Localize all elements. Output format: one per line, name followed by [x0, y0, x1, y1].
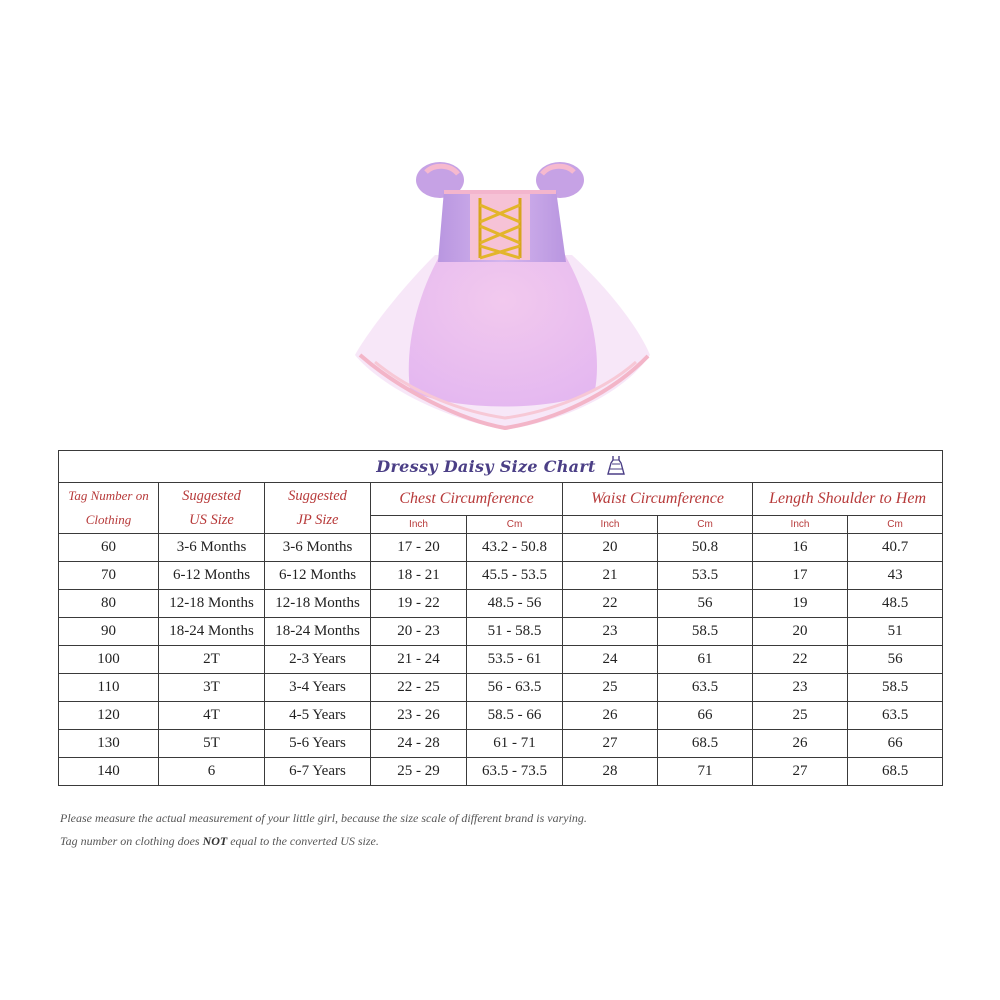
cell-tag: 70 — [59, 562, 159, 590]
cell-jp-size: 5-6 Years — [265, 730, 371, 758]
cell-us-size: 2T — [159, 646, 265, 674]
cell-chest-cm: 53.5 - 61 — [467, 646, 563, 674]
cell-tag: 110 — [59, 674, 159, 702]
cell-waist-cm: 66 — [658, 702, 753, 730]
cell-length-inch: 16 — [753, 534, 848, 562]
cell-us-size: 3T — [159, 674, 265, 702]
unit-chest-cm: Cm — [467, 516, 563, 534]
header-length: Length Shoulder to Hem — [753, 483, 943, 516]
header-chest: Chest Circumference — [371, 483, 563, 516]
cell-waist-cm: 71 — [658, 758, 753, 786]
cell-tag: 90 — [59, 618, 159, 646]
measurement-note: Please measure the actual measurement of your little girl, because the size scale of different brand is varying. — [60, 811, 587, 825]
cell-chest-cm: 45.5 - 53.5 — [467, 562, 563, 590]
unit-length-cm: Cm — [848, 516, 943, 534]
cell-length-inch: 27 — [753, 758, 848, 786]
cell-jp-size: 2-3 Years — [265, 646, 371, 674]
cell-chest-cm: 51 - 58.5 — [467, 618, 563, 646]
header-tag-line2: Clothing — [85, 512, 132, 527]
cell-chest-cm: 63.5 - 73.5 — [467, 758, 563, 786]
table-row — [59, 758, 943, 786]
cell-chest-cm: 56 - 63.5 — [467, 674, 563, 702]
table-row — [59, 702, 943, 730]
cell-length-inch: 26 — [753, 730, 848, 758]
cell-length-inch: 25 — [753, 702, 848, 730]
cell-chest-inch: 25 - 29 — [371, 758, 467, 786]
chart-title-cell — [59, 451, 943, 483]
tag-note-start: Tag number on clothing does — [60, 834, 203, 848]
cell-tag: 80 — [59, 590, 159, 618]
cell-length-inch: 23 — [753, 674, 848, 702]
cell-jp-size: 12-18 Months — [265, 590, 371, 618]
cell-waist-inch: 26 — [563, 702, 658, 730]
cell-us-size: 18-24 Months — [159, 618, 265, 646]
unit-waist-cm: Cm — [658, 516, 753, 534]
cell-waist-cm: 68.5 — [658, 730, 753, 758]
cell-waist-cm: 50.8 — [658, 534, 753, 562]
cell-length-cm: 51 — [848, 618, 943, 646]
cell-chest-inch: 19 - 22 — [371, 590, 467, 618]
cell-length-cm: 40.7 — [848, 534, 943, 562]
cell-chest-cm: 43.2 - 50.8 — [467, 534, 563, 562]
table-row — [59, 534, 943, 562]
cell-tag: 100 — [59, 646, 159, 674]
cell-chest-cm: 61 - 71 — [467, 730, 563, 758]
cell-us-size: 12-18 Months — [159, 590, 265, 618]
cell-waist-inch: 25 — [563, 674, 658, 702]
cell-length-cm: 48.5 — [848, 590, 943, 618]
cell-chest-inch: 17 - 20 — [371, 534, 467, 562]
table-row — [59, 646, 943, 674]
cell-tag: 60 — [59, 534, 159, 562]
cell-tag: 130 — [59, 730, 159, 758]
cell-waist-inch: 24 — [563, 646, 658, 674]
cell-chest-inch: 23 - 26 — [371, 702, 467, 730]
cell-tag: 140 — [59, 758, 159, 786]
header-tag-number — [59, 483, 159, 534]
cell-chest-cm: 48.5 - 56 — [467, 590, 563, 618]
cell-chest-inch: 21 - 24 — [371, 646, 467, 674]
cell-length-cm: 43 — [848, 562, 943, 590]
cell-jp-size: 18-24 Months — [265, 618, 371, 646]
header-us-line2: US Size — [189, 512, 234, 528]
cell-chest-cm: 58.5 - 66 — [467, 702, 563, 730]
tag-note-emphasis: NOT — [202, 834, 228, 848]
cell-waist-cm: 61 — [658, 646, 753, 674]
cell-us-size: 6-12 Months — [159, 562, 265, 590]
cell-waist-cm: 58.5 — [658, 618, 753, 646]
table-row — [59, 562, 943, 590]
header-jp-line1: Suggested — [288, 488, 347, 504]
cell-length-inch: 17 — [753, 562, 848, 590]
cell-waist-inch: 20 — [563, 534, 658, 562]
table-row — [59, 590, 943, 618]
cell-waist-cm: 63.5 — [658, 674, 753, 702]
chart-title: Dressy Daisy Size Chart — [376, 456, 596, 476]
cell-waist-cm: 56 — [658, 590, 753, 618]
cell-us-size: 3-6 Months — [159, 534, 265, 562]
cell-jp-size: 3-4 Years — [265, 674, 371, 702]
cell-waist-cm: 53.5 — [658, 562, 753, 590]
cell-chest-inch: 18 - 21 — [371, 562, 467, 590]
header-us-size — [159, 483, 265, 534]
dress-icon — [607, 455, 625, 479]
unit-chest-inch: Inch — [371, 516, 467, 534]
cell-us-size: 5T — [159, 730, 265, 758]
tag-number-note — [60, 834, 379, 849]
header-jp-size — [265, 483, 371, 534]
cell-us-size: 4T — [159, 702, 265, 730]
table-row — [59, 674, 943, 702]
cell-length-cm: 56 — [848, 646, 943, 674]
cell-waist-inch: 23 — [563, 618, 658, 646]
cell-chest-inch: 22 - 25 — [371, 674, 467, 702]
cell-length-cm: 68.5 — [848, 758, 943, 786]
cell-us-size: 6 — [159, 758, 265, 786]
cell-length-cm: 63.5 — [848, 702, 943, 730]
cell-jp-size: 6-7 Years — [265, 758, 371, 786]
cell-chest-inch: 24 - 28 — [371, 730, 467, 758]
header-us-line1: Suggested — [182, 488, 241, 504]
unit-waist-inch: Inch — [563, 516, 658, 534]
table-row — [59, 618, 943, 646]
cell-waist-inch: 27 — [563, 730, 658, 758]
cell-waist-inch: 21 — [563, 562, 658, 590]
header-waist: Waist Circumference — [563, 483, 753, 516]
size-chart-table — [58, 450, 943, 786]
table-row — [59, 730, 943, 758]
cell-length-inch: 20 — [753, 618, 848, 646]
cell-tag: 120 — [59, 702, 159, 730]
cell-jp-size: 3-6 Months — [265, 534, 371, 562]
princess-dress-image — [340, 150, 660, 440]
cell-chest-inch: 20 - 23 — [371, 618, 467, 646]
cell-jp-size: 4-5 Years — [265, 702, 371, 730]
cell-jp-size: 6-12 Months — [265, 562, 371, 590]
cell-waist-inch: 22 — [563, 590, 658, 618]
cell-length-cm: 66 — [848, 730, 943, 758]
cell-length-cm: 58.5 — [848, 674, 943, 702]
header-tag-line1: Tag Number on — [68, 488, 149, 503]
cell-length-inch: 22 — [753, 646, 848, 674]
header-jp-line2: JP Size — [296, 512, 339, 528]
cell-waist-inch: 28 — [563, 758, 658, 786]
unit-length-inch: Inch — [753, 516, 848, 534]
tag-note-end: equal to the converted US size. — [227, 834, 379, 848]
cell-length-inch: 19 — [753, 590, 848, 618]
